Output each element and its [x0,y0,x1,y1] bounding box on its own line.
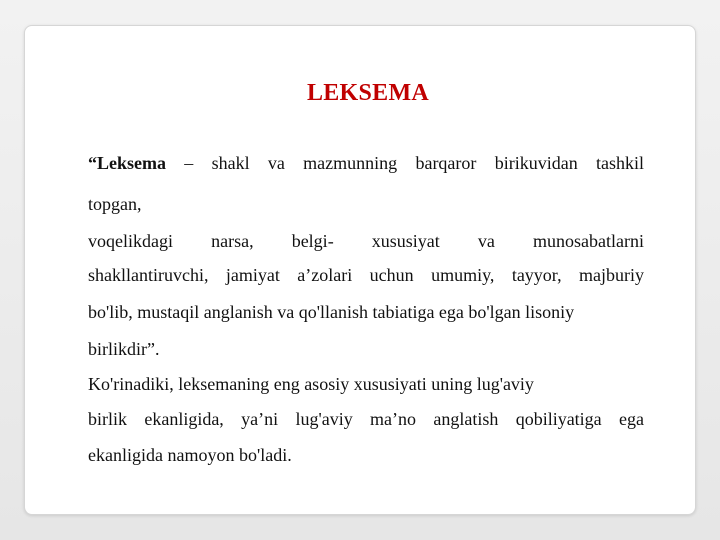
text-line-7: Ko'rinadiki, leksemaning eng asosiy xususiyati uning lug'aviy [88,374,534,394]
text-line-1 [88,151,644,175]
text-line-5: bo'lib, mustaqil anglanish va qo'llanish tabiatiga ega bo'lgan lisoniy [88,302,575,322]
text-line-6: birlikdir”. [88,339,160,359]
text-line-4: shakllantiruvchi, jamiyat a’zolari uchun umumiy, tayyor, majburiy [88,265,644,285]
text-line-9: ekanligida namoyon bo'ladi. [88,445,292,465]
text-line-1-rest: – shakl va mazmunning barqaror birikuvidan tashkil [166,153,644,173]
term-bold: “Leksema [88,153,166,173]
text-line-2: topgan, [88,194,142,214]
text-line-8: birlik ekanligida, ya’ni lug'aviy ma’no anglatish qobiliyatiga ega [88,409,644,429]
text-line-3: voqelikdagi narsa, belgi- xususiyat va munosabatlarni [88,231,644,251]
slide-title: LEKSEMA [306,80,430,106]
